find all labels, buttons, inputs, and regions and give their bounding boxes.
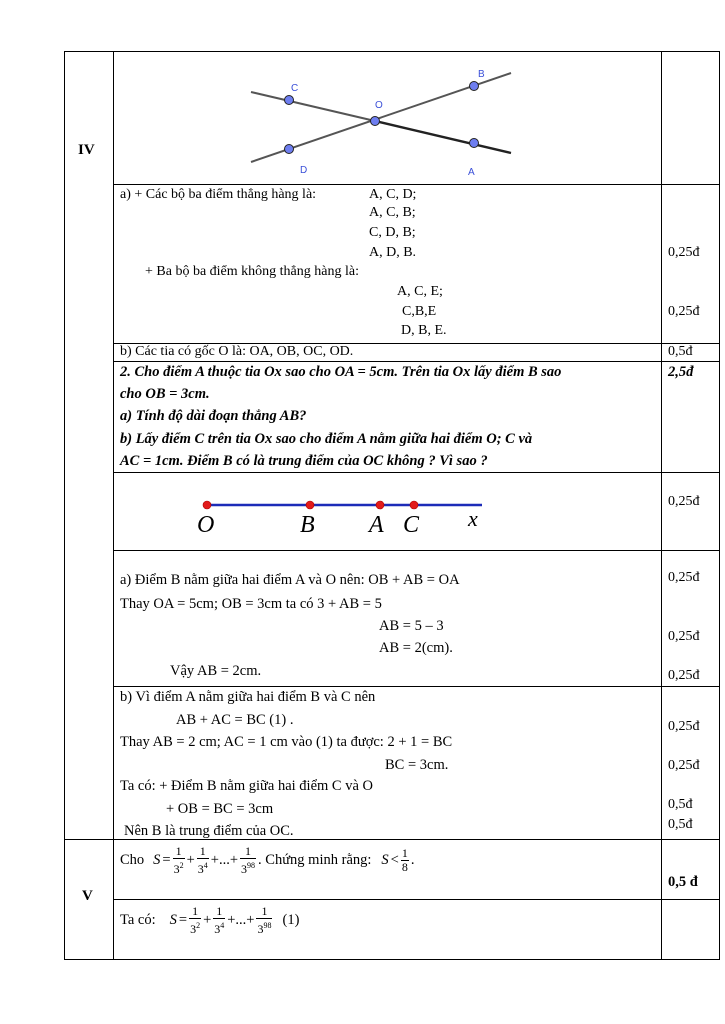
- solution-a-line-1: a) Điểm B nằm giữa hai điểm A và O nên: OB + AB = OA: [120, 572, 460, 588]
- sol-fraction-1-over-3-98: $\frac{1}{3^{98}}$: [257, 904, 272, 936]
- fraction-1-over-8: $\frac{1}{8}$: [401, 846, 408, 874]
- ray-label-o: O: [197, 512, 215, 538]
- solution-a-line-5: Vậy AB = 2cm.: [170, 663, 262, 679]
- point-d: [285, 145, 294, 154]
- part-b-text: b) Các tia có gốc O là: OA, OB, OC, OD.: [120, 344, 354, 359]
- non-triple-1: A, C, E;: [397, 284, 443, 299]
- triple-1: A, C, D;: [369, 187, 417, 202]
- ray-point-c: [410, 501, 418, 509]
- label-o: O: [375, 100, 383, 111]
- section-v-label: V: [82, 888, 93, 904]
- solution-a-line-4: AB = 2(cm).: [379, 640, 453, 656]
- score-solution-b-2: 0,25đ: [668, 758, 700, 773]
- fraction-1-over-3-98: $\frac{1}{3^{98}}$: [241, 844, 256, 876]
- label-d: D: [300, 165, 308, 176]
- score-solution-b-3: 0,5đ: [668, 797, 693, 812]
- problem-2-line-5: AC = 1cm. Điểm B có là trung điểm của OC không ? Vì sao ?: [120, 453, 488, 469]
- math-s-2: S: [381, 852, 389, 868]
- problem-2-line-4: b) Lấy điểm C trên tia Ox sao cho điểm A nằm giữa hai điểm O; C và: [120, 431, 533, 447]
- ray-label-b: B: [300, 512, 315, 538]
- score-solution-b-1: 0,25đ: [668, 719, 700, 734]
- score-solution-a-1: 0,25đ: [668, 570, 700, 585]
- ray-label-c: C: [403, 512, 420, 538]
- problem-2-line-2: cho OB = 3cm.: [120, 386, 210, 402]
- point-o: [371, 117, 380, 126]
- sol-math-s: S: [169, 912, 177, 928]
- label-b: B: [478, 69, 485, 80]
- point-c: [285, 96, 294, 105]
- score-solution-b-4: 0,5đ: [668, 817, 693, 832]
- solution-a-line-3: AB = 5 – 3: [379, 618, 444, 634]
- triple-3: C, D, B;: [369, 225, 416, 240]
- triple-2: A, C, B;: [369, 205, 416, 220]
- math-dots: +...+: [210, 852, 239, 868]
- fraction-1-over-3-2: $\frac{1}{3^2}$: [173, 844, 184, 876]
- score-solution-a-3: 0,25đ: [668, 668, 700, 683]
- fraction-1-over-3-4: $\frac{1}{3^4}$: [197, 844, 208, 876]
- solution-b-line-7: Nên B là trung điểm của OC.: [124, 823, 294, 839]
- prompt-suffix: . Chứng minh rằng:: [258, 852, 372, 868]
- score-part-a-2: 0,25đ: [668, 304, 700, 319]
- sol-fraction-1-over-3-4: $\frac{1}{3^4}$: [214, 904, 225, 936]
- section-iv-label: IV: [78, 142, 95, 158]
- score-figure: 0,25đ: [668, 494, 700, 509]
- point-b: [470, 82, 479, 91]
- part-a-intro: a) + Các bộ ba điểm thẳng hàng là:: [120, 187, 317, 202]
- solution-b-line-4: BC = 3cm.: [385, 757, 449, 773]
- solution-b-line-5: Ta có: + Điểm B nằm giữa hai điểm C và O: [120, 778, 374, 794]
- problem-2-line-3: a) Tính độ dài đoạn thẳng AB?: [120, 408, 307, 424]
- solution-prefix: Ta có:: [120, 912, 156, 928]
- ray-ox-figure: [190, 490, 500, 540]
- ray-label-x: x: [468, 506, 478, 531]
- ray-label-a: A: [369, 512, 384, 538]
- non-triple-3: D, B, E.: [401, 323, 447, 338]
- ray-point-b: [306, 501, 314, 509]
- solution-b-line-1: b) Vì điểm A nằm giữa hai điểm B và C nên: [120, 689, 376, 705]
- label-a: A: [468, 167, 475, 178]
- sol-fraction-1-over-3-2: $\frac{1}{3^2}$: [190, 904, 201, 936]
- score-part-b: 0,5đ: [668, 344, 693, 359]
- score-solution-a-2: 0,25đ: [668, 629, 700, 644]
- solution-b-line-6: + OB = BC = 3cm: [166, 801, 274, 817]
- ray-point-a: [376, 501, 384, 509]
- math-s: S: [153, 852, 161, 868]
- solution-suffix: (1): [282, 912, 300, 928]
- intersecting-lines-diagram: [240, 62, 530, 180]
- math-lt: <: [390, 852, 399, 868]
- solution-b-line-3: Thay AB = 2 cm; AC = 1 cm vào (1) ta được: 2 + 1 = BC: [120, 734, 453, 750]
- part-a-non-intro: + Ba bộ ba điểm không thẳng hàng là:: [145, 264, 359, 279]
- math-eq: =: [162, 852, 171, 868]
- math-dot: .: [410, 852, 415, 868]
- problem-2-line-1: 2. Cho điểm A thuộc tia Ox sao cho OA = 5cm. Trên tia Ox lấy điểm B sao: [120, 364, 562, 380]
- section-v-prompt: [120, 845, 414, 876]
- ray-point-o: [203, 501, 211, 509]
- prompt-prefix: Cho: [120, 852, 145, 868]
- score-part-a-1: 0,25đ: [668, 245, 700, 260]
- score-problem-2: 2,5đ: [668, 364, 694, 380]
- score-section-v: 0,5 đ: [668, 874, 698, 890]
- math-plus: +: [186, 852, 195, 868]
- solution-a-line-2: Thay OA = 5cm; OB = 3cm ta có 3 + AB = 5: [120, 596, 382, 612]
- section-v-solution: [120, 905, 299, 936]
- solution-b-line-2: AB + AC = BC (1) .: [176, 712, 294, 728]
- non-triple-2: C,B,E: [402, 304, 437, 319]
- sol-math-eq: =: [178, 912, 188, 928]
- sol-math-plus: +: [203, 912, 212, 928]
- label-c: C: [291, 83, 299, 94]
- sol-math-dots: +...+: [227, 912, 255, 928]
- point-a: [470, 139, 479, 148]
- triple-4: A, D, B.: [369, 245, 417, 260]
